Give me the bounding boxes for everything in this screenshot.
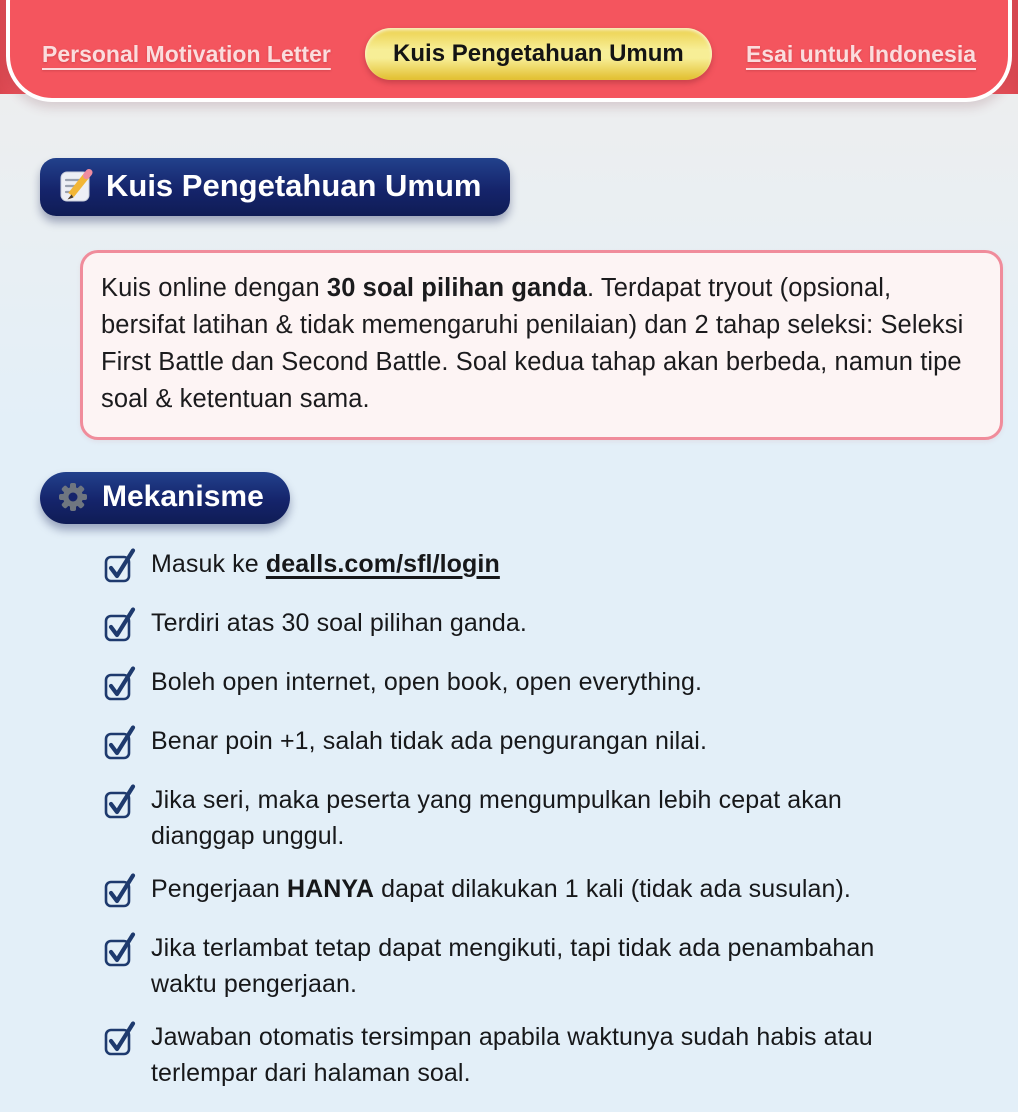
list-item-text: Boleh open internet, open book, open everything. (151, 667, 703, 696)
list-item (104, 1019, 932, 1092)
list-item (104, 546, 932, 589)
page-title (40, 158, 510, 216)
tab-bar (34, 28, 984, 80)
list-item (104, 605, 932, 648)
checkbox-checked-icon (104, 547, 137, 589)
mechanism-checklist (40, 546, 1003, 1092)
list-item-text: Terdiri atas 30 soal pilihan ganda. (151, 608, 527, 637)
header-banner (0, 0, 1018, 94)
page-title-label: Kuis Pengetahuan Umum (106, 168, 482, 203)
list-item-text: Pengerjaan HANYA dapat dilakukan 1 kali (tidak ada susulan). (151, 874, 851, 903)
intro-text: Kuis online dengan 30 soal pilihan ganda. Terdapat tryout (opsional, bersifat latihan & tidak memengaruhi penilaian) dan 2 tahap seleksi: Seleksi First Battle dan Second Battle. Soal kedua tahap akan berbeda, namun tipe soal & ketentuan sama. (101, 274, 964, 413)
list-item-text: Masuk ke dealls.com/sfl/login (151, 549, 500, 578)
list-item (104, 723, 932, 766)
list-item-text: Benar poin +1, salah tidak ada pengurangan nilai. (151, 726, 708, 755)
list-item-text: Jika seri, maka peserta yang mengumpulkan lebih cepat akan dianggap unggul. (151, 785, 842, 851)
list-item (104, 871, 932, 914)
checkbox-checked-icon (104, 1020, 137, 1062)
tab-esai-untuk-indonesia[interactable]: Esai untuk Indonesia (745, 40, 976, 67)
checkbox-checked-icon (104, 783, 137, 825)
dealls-login-link[interactable]: dealls.com/sfl/login (265, 549, 500, 578)
list-item (104, 782, 932, 855)
section-heading-mekanisme (40, 472, 290, 524)
checkbox-checked-icon (104, 606, 137, 648)
list-item-text: Jika terlambat tetap dapat mengikuti, tapi tidak ada penambahan waktu pengerjaan. (151, 933, 875, 999)
memo-icon (58, 168, 94, 204)
tab-kuis-pengetahuan-umum[interactable]: Kuis Pengetahuan Umum (365, 28, 712, 80)
content (0, 94, 1018, 1092)
checkbox-checked-icon (104, 665, 137, 707)
tab-personal-motivation-letter[interactable]: Personal Motivation Letter (42, 40, 331, 67)
list-item (104, 664, 932, 707)
gear-icon (56, 480, 90, 514)
checkbox-checked-icon (104, 872, 137, 914)
list-item (104, 930, 932, 1003)
checkbox-checked-icon (104, 931, 137, 973)
section-heading-label: Mekanisme (102, 479, 264, 513)
list-item-text: Jawaban otomatis tersimpan apabila waktunya sudah habis atau terlempar dari halaman soal. (151, 1022, 873, 1088)
checkbox-checked-icon (104, 724, 137, 766)
header-card (6, 0, 1012, 102)
intro-box (80, 250, 1003, 440)
